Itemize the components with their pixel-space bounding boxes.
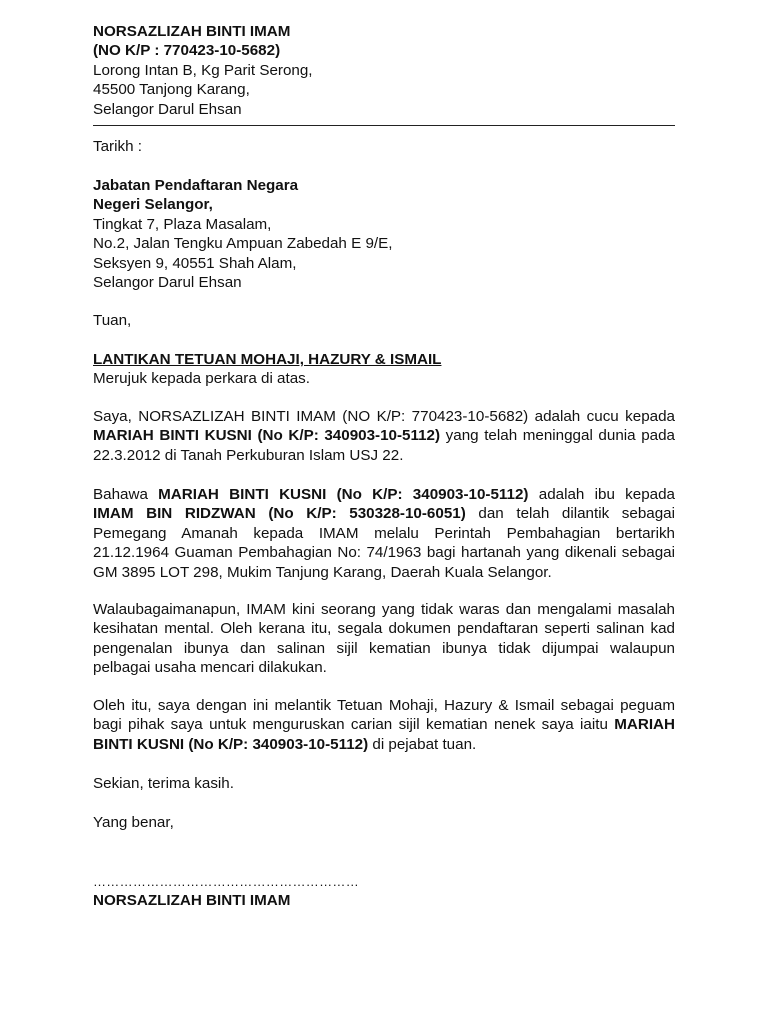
- paragraph-line: Saya, NORSAZLIZAH BINTI IMAM (NO K/P: 770423-10-5682) adalah cucu kepada: [93, 408, 675, 425]
- recipient-address-line: Tingkat 7, Plaza Masalam,: [93, 215, 272, 233]
- paragraph-line: kesihatan mental. Oleh kerana itu, segala dokumen pendaftaran seperti salinan kad: [93, 620, 675, 638]
- date-label: Tarikh :: [93, 138, 142, 155]
- recipient-address-line: Selangor Darul Ehsan: [93, 274, 242, 292]
- closing-block: [93, 774, 675, 793]
- paragraph-line: GM 3895 LOT 298, Mukim Tanjung Karang, Daerah Kuala Selangor.: [93, 563, 552, 581]
- paragraph-text: adalah ibu kepada: [528, 486, 675, 503]
- deceased-name: BINTI KUSNI (No K/P: 340903-10-5112): [93, 735, 369, 753]
- paragraph-line: [93, 426, 675, 445]
- closing-line: Sekian, terima kasih.: [93, 775, 234, 792]
- paragraph-line: pelbagai usaha mencari dilakukan.: [93, 659, 327, 677]
- paragraph-line: [93, 504, 675, 523]
- salutation-block: [93, 311, 675, 330]
- recipient-org: Jabatan Pendaftaran Negara: [93, 177, 299, 194]
- signatory-name: NORSAZLIZAH BINTI IMAM: [93, 892, 291, 910]
- sender-ic: (NO K/P : 770423-10-5682): [93, 42, 281, 60]
- paragraph-text: bagi pihak saya untuk menguruskan carian sijil kematian nenek saya iaitu: [93, 716, 615, 734]
- paragraph-text: dan telah dilantik sebagai: [465, 505, 675, 523]
- signoff-block: [93, 813, 675, 832]
- paragraph-3: [93, 600, 675, 678]
- paragraph-line: [93, 715, 675, 734]
- paragraph-line: Oleh itu, saya dengan ini melantik Tetuan Mohaji, Hazury & Ismail sebagai peguam: [93, 697, 675, 714]
- paragraph-line: Walaubagaimanapun, IMAM kini seorang yang tidak waras dan mengalami masalah: [93, 601, 675, 618]
- recipient-block: [93, 176, 675, 292]
- date-block: [93, 137, 675, 156]
- paragraph-line: [93, 485, 675, 504]
- sender-address-line: Selangor Darul Ehsan: [93, 100, 242, 118]
- deceased-name: MARIAH BINTI KUSNI (No K/P: 340903-10-5112): [158, 486, 529, 503]
- signature-dotted-line: ……………………………………………………: [93, 874, 359, 889]
- son-name: IMAM BIN RIDZWAN (No K/P: 530328-10-6051): [93, 505, 466, 523]
- paragraph-line: pengenalan ibunya dan salinan sijil kematian ibunya tidak dijumpai walaupun: [93, 639, 675, 657]
- sender-address-line: 45500 Tanjong Karang,: [93, 81, 250, 99]
- sender-name: NORSAZLIZAH BINTI IMAM: [93, 23, 291, 40]
- paragraph-text: yang telah meninggal dunia pada: [440, 427, 675, 445]
- salutation: Tuan,: [93, 312, 132, 329]
- subject-block: [93, 350, 675, 389]
- paragraph-line: Pemegang Amanah kepada IMAM melalu Perintah Pembahagian bertarikh: [93, 524, 675, 542]
- recipient-address-line: No.2, Jalan Tengku Ampuan Zabedah E 9/E,: [93, 235, 393, 253]
- reference-line: Merujuk kepada perkara di atas.: [93, 370, 310, 388]
- paragraph-line: [93, 735, 675, 754]
- paragraph-line: 21.12.1964 Guaman Pembahagian No: 74/1963 bagi hartanah yang dikenali sebagai: [93, 544, 675, 562]
- subject-heading: LANTIKAN TETUAN MOHAJI, HAZURY & ISMAIL: [93, 351, 442, 368]
- deceased-name: MARIAH: [614, 716, 675, 734]
- signoff-line: Yang benar,: [93, 814, 174, 831]
- recipient-org-state: Negeri Selangor,: [93, 196, 213, 214]
- paragraph-line: 22.3.2012 di Tanah Perkuburan Islam USJ 22.: [93, 446, 404, 464]
- paragraph-4: [93, 696, 675, 754]
- paragraph-text: di pejabat tuan.: [368, 735, 477, 753]
- sender-block: [93, 22, 675, 119]
- sender-address-line: Lorong Intan B, Kg Parit Serong,: [93, 61, 313, 79]
- paragraph-text: Bahawa: [93, 486, 159, 503]
- deceased-name: MARIAH BINTI KUSNI (No K/P: 340903-10-5112): [93, 427, 441, 445]
- paragraph-1: [93, 407, 675, 465]
- header-divider: [93, 125, 675, 126]
- recipient-address-line: Seksyen 9, 40551 Shah Alam,: [93, 254, 297, 272]
- signature-block: [93, 872, 675, 911]
- paragraph-2: [93, 485, 675, 582]
